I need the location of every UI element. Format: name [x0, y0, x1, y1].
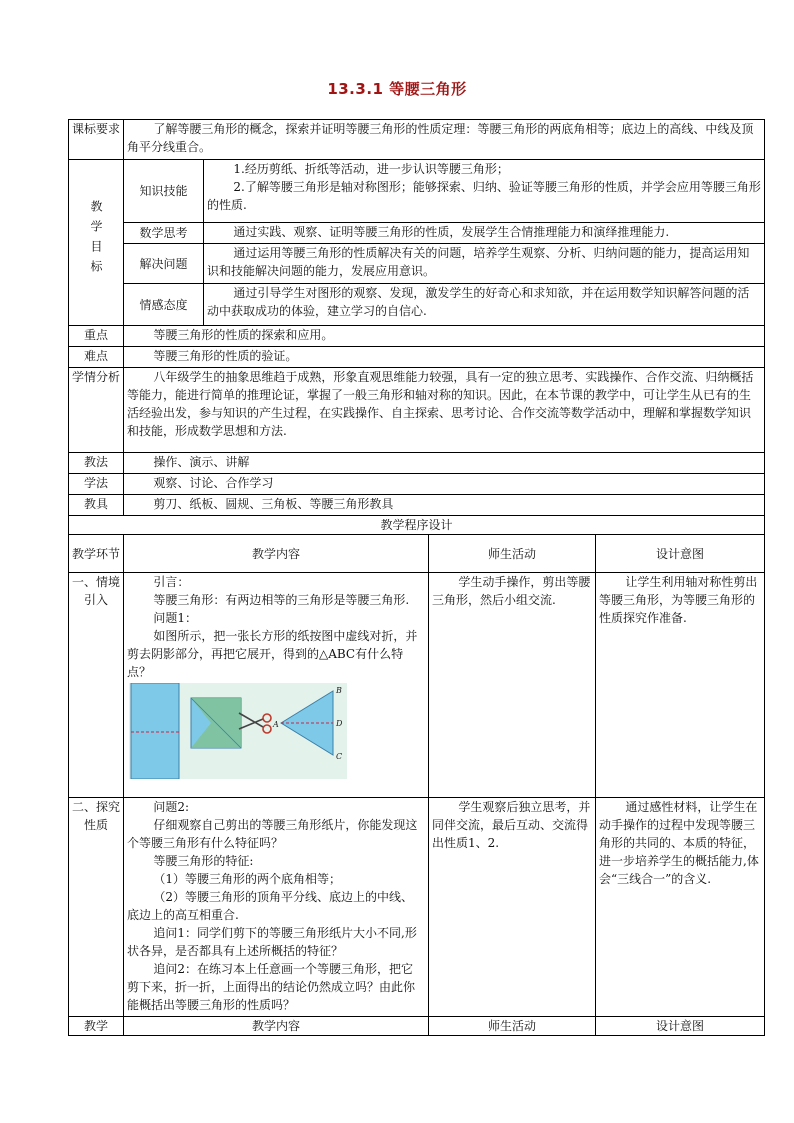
label-d: D [336, 719, 343, 728]
row-label-nandian: 难点 [69, 347, 124, 368]
goal-content-qinggan: 通过引导学生对图形的观察、发现，激发学生的好奇心和求知欲，并在运用数学知识解答问题的活动中获取成功的体验，建立学习的自信心. [204, 284, 765, 326]
goal-content-sikao: 通过实践、观察、证明等腰三角形的性质，发展学生合情推理能力和演绎推理能力. [204, 223, 765, 244]
goal-label-sikao: 数学思考 [124, 223, 204, 244]
goal-label-wenti: 解决问题 [124, 244, 204, 284]
col-header-content: 教学内容 [124, 535, 429, 573]
label-a: A [273, 720, 279, 729]
col-header-activity: 师生活动 [429, 535, 596, 573]
footer-col-content: 教学内容 [124, 1017, 429, 1036]
footer-col-stage: 教学 [69, 1017, 124, 1036]
label-b: B [336, 686, 342, 695]
row-label-jiaoxue-mubiao: 教学目标 [69, 160, 124, 326]
goal-content-wenti: 通过运用等腰三角形的性质解决有关的问题，培养学生观察、分析、归纳问题的能力，提高运用知识和技能解决问题的能力，发展应用意识。 [204, 244, 765, 284]
row-label-zhongdian: 重点 [69, 326, 124, 347]
stage-1-intent: 让学生利用轴对称性剪出等腰三角形，为等腰三角形的性质探究作准备. [596, 573, 765, 798]
scissors-icon [239, 713, 271, 733]
col-header-stage: 教学环节 [69, 535, 124, 573]
rectangle-paper-shape [131, 683, 179, 779]
fold-cut-figure [129, 683, 347, 779]
footer-col-activity: 师生活动 [429, 1017, 596, 1036]
xuefa-content: 观察、讨论、合作学习 [124, 474, 765, 495]
goal-content-zhishi: 1.经历剪纸、折纸等活动，进一步认识等腰三角形； 2.了解等腰三角形是轴对称图形；能够探索、归纳、验证等腰三角形的性质，并学会应用等腰三角形的性质. [204, 160, 765, 223]
page-title: 13.3.1 等腰三角形 [327, 80, 467, 98]
stage-2-activity: 学生观察后独立思考，并同伴交流，最后互动、交流得出性质1、2. [429, 798, 596, 1017]
stage-1-content: 引言： 等腰三角形：有两边相等的三角形是等腰三角形. 问题1： 如图所示，把一张长方形的纸按图中虚线对折，并剪去阴影部分，再把它展开，得到的△ABC有什么特点？ A B D C [124, 573, 429, 798]
stage-2: 二、探究性质 [69, 798, 124, 1017]
paper-folding-illustration [129, 683, 347, 779]
label-c: C [336, 752, 343, 761]
stage-1: 一、情境引入 [69, 573, 124, 798]
row-label-kebiao: 课标要求 [69, 120, 124, 160]
col-header-intent: 设计意图 [596, 535, 765, 573]
goal-label-zhishi: 知识技能 [124, 160, 204, 223]
program-heading: 教学程序设计 [69, 516, 765, 535]
kebiao-content: 了解等腰三角形的概念，探索并证明等腰三角形的性质定理：等腰三角形的两底角相等；底边上的高线、中线及顶角平分线重合。 [124, 120, 765, 160]
jiaofa-content: 操作、演示、讲解 [124, 453, 765, 474]
xueqing-content: 八年级学生的抽象思维趋于成熟，形象直观思维能力较强，具有一定的独立思考、实践操作、合作交流、归纳概括等能力，能进行简单的推理论证，掌握了一般三角形和轴对称的知识。因此，在本节课的教学中，可让学生从已有的生活经验出发，参与知识的产生过程，在实践操作、自主探索、思考讨论、合作交流等数学活动中，理解和掌握数学知识和技能，形成数学思想和方法. [124, 368, 765, 453]
row-label-xuefa: 学法 [69, 474, 124, 495]
stage-2-content: 问题2: 仔细观察自己剪出的等腰三角形纸片，你能发现这个等腰三角形有什么特征吗？ 等腰三角形的特征: （1）等腰三角形的两个底角相等； （2）等腰三角形的顶角平分线、底边上的中线、底边上的高互相重合. 追问1：同学们剪下的等腰三角形纸片大小不同,形状各异，是否都具有上述所概括的特征？ 追问2：在练习本上任意画一个等腰三角形，把它剪下来，折一折，上面得出的结论仍然成立吗？由此你能概括出等腰三角形的性质吗？ [124, 798, 429, 1017]
zhongdian-content: 等腰三角形的性质的探索和应用。 [124, 326, 765, 347]
nandian-content: 等腰三角形的性质的验证。 [124, 347, 765, 368]
stage-1-activity: 学生动手操作，剪出等腰三角形，然后小组交流. [429, 573, 596, 798]
lesson-plan-table [68, 119, 765, 1036]
jiaoju-content: 剪刀、纸板、圆规、三角板、等腰三角形教具 [124, 495, 765, 516]
row-label-xueqing: 学情分析 [69, 368, 124, 453]
stage-2-intent: 通过感性材料，让学生在动手操作的过程中发现等腰三角形的共同的、本质的特征，进一步培养学生的概括能力,体会“三线合一”的含义. [596, 798, 765, 1017]
row-label-jiaoju: 教具 [69, 495, 124, 516]
goal-label-qinggan: 情感态度 [124, 284, 204, 326]
row-label-jiaofa: 教法 [69, 453, 124, 474]
footer-col-intent: 设计意图 [596, 1017, 765, 1036]
